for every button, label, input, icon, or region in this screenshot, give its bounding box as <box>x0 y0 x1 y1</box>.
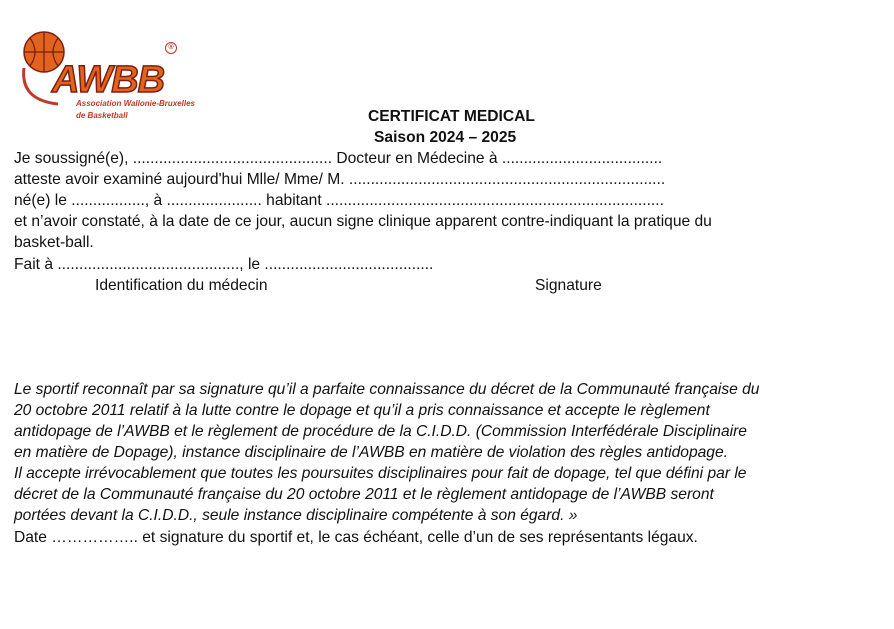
logo-subtitle-line2: de Basketball <box>76 111 128 120</box>
declaration-line: Le sportif reconnaît par sa signature qu’il a parfaite connaissance du décret de la Communauté française du <box>14 381 760 398</box>
declaration-line: antidopage de l’AWBB et le règlement de procédure de la C.I.D.D. (Commission Interfédérale Disciplinaire <box>14 423 747 440</box>
certificate-line-birth: né(e) le ................., à ...................... habitant .............................................................................. <box>14 192 664 209</box>
logo-subtitle-line1: Association Wallonie-Bruxelles <box>76 99 195 108</box>
signature-label: Signature <box>535 277 602 294</box>
certificate-line-patient: atteste avoir examiné aujourd'hui Mlle/ Mme/ M. ......................................................................... <box>14 171 666 188</box>
page-title: CERTIFICAT MEDICAL <box>368 108 535 125</box>
declaration-line: portées devant la C.I.D.D., seule instance disciplinaire compétente à son égard. » <box>14 507 578 524</box>
registered-mark: ® <box>165 42 177 54</box>
certificate-line-doctor: Je soussigné(e), .............................................. Docteur en Médecine à ..................................... <box>14 150 663 167</box>
season-label: Saison 2024 – 2025 <box>374 129 517 146</box>
certificate-line-sport: basket-ball. <box>14 234 94 251</box>
logo-wordmark: AWBB <box>52 59 165 101</box>
certificate-line-place-date: Fait à .........................................., le ....................................... <box>14 256 434 273</box>
declaration-line: décret de la Communauté française du 20 octobre 2011 et le règlement antidopage de l’AWBB seront <box>14 486 714 503</box>
certificate-line-finding: et n’avoir constaté, à la date de ce jour, aucun signe clinique apparent contre-indiquant la pratique du <box>14 213 712 230</box>
declaration-line: 20 octobre 2011 relatif à la lutte contre le dopage et qu’il a pris connaissance et accepte le règlement <box>14 402 710 419</box>
doctor-identification-label: Identification du médecin <box>95 277 268 294</box>
awbb-logo <box>18 28 195 128</box>
sportsman-date-signature-line: Date …………….. et signature du sportif et, le cas échéant, celle d’un de ses représentants légaux. <box>14 529 698 546</box>
declaration-line: en matière de Dopage), instance disciplinaire de l’AWBB en matière de violation des règles antidopage. <box>14 444 728 461</box>
declaration-line: Il accepte irrévocablement que toutes les poursuites disciplinaires pour fait de dopage, tel que défini par le <box>14 465 747 482</box>
